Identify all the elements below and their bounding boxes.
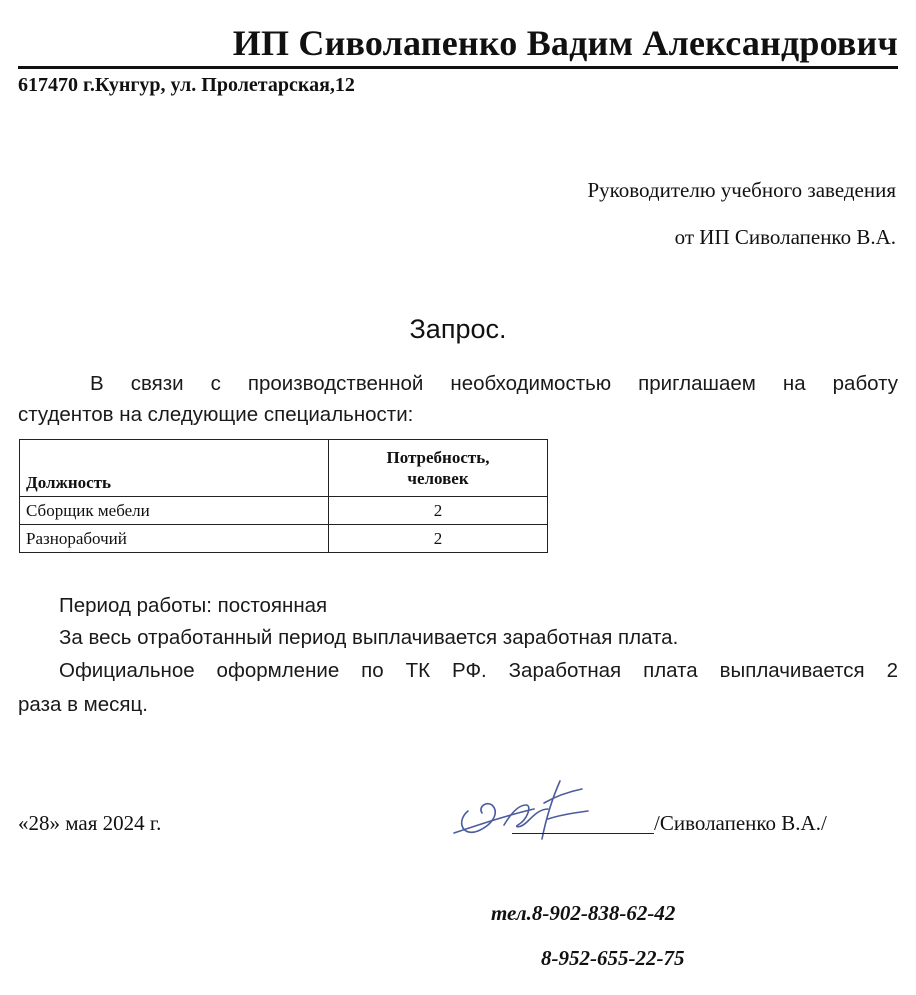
signature-underline: [512, 833, 654, 834]
salary-text: За весь отработанный период выплачивается заработная плата.: [59, 626, 679, 649]
row-count: 2: [329, 497, 548, 525]
vacancy-table: [19, 439, 548, 553]
row-count: 2: [329, 525, 548, 553]
intro-line-2: студентов на следующие специальности:: [18, 403, 414, 426]
row-position: Разнорабочий: [20, 525, 329, 553]
recipient-line-2: от ИП Сиволапенко В.А.: [674, 225, 896, 249]
phone-number-2: 8-952-655-22-75: [541, 946, 685, 970]
official-text-line-2: раза в месяц.: [18, 693, 148, 716]
letterhead-address: 617470 г.Кунгур, ул. Пролетарская,12: [18, 74, 355, 96]
period-text: Период работы: постоянная: [59, 594, 328, 617]
letterhead-divider: [18, 66, 898, 69]
recipient-line-1: Руководителю учебного заведения: [587, 178, 896, 202]
row-position: Сборщик мебели: [20, 497, 329, 525]
header-need: [329, 440, 548, 497]
table-header-row: [20, 440, 548, 497]
document-title: Запрос.: [409, 314, 507, 344]
official-text-line-1: Официальное оформление по ТК РФ. Заработная плата выплачивается 2: [59, 659, 898, 682]
signature-icon: [448, 775, 598, 845]
table-row: [20, 525, 548, 553]
table-row: [20, 497, 548, 525]
phone-number-1: тел.8-902-838-62-42: [491, 901, 676, 925]
header-need-line2: человек: [407, 469, 469, 488]
header-position: Должность: [20, 440, 329, 497]
signer-name: /Сиволапенко В.А./: [654, 811, 827, 835]
intro-line-1: В связи с производственной необходимостью приглашаем на работу: [90, 372, 898, 395]
letterhead-title: ИП Сиволапенко Вадим Александрович: [232, 23, 898, 63]
header-need-line1: Потребность,: [386, 447, 490, 467]
document-date: «28» мая 2024 г.: [18, 811, 162, 835]
